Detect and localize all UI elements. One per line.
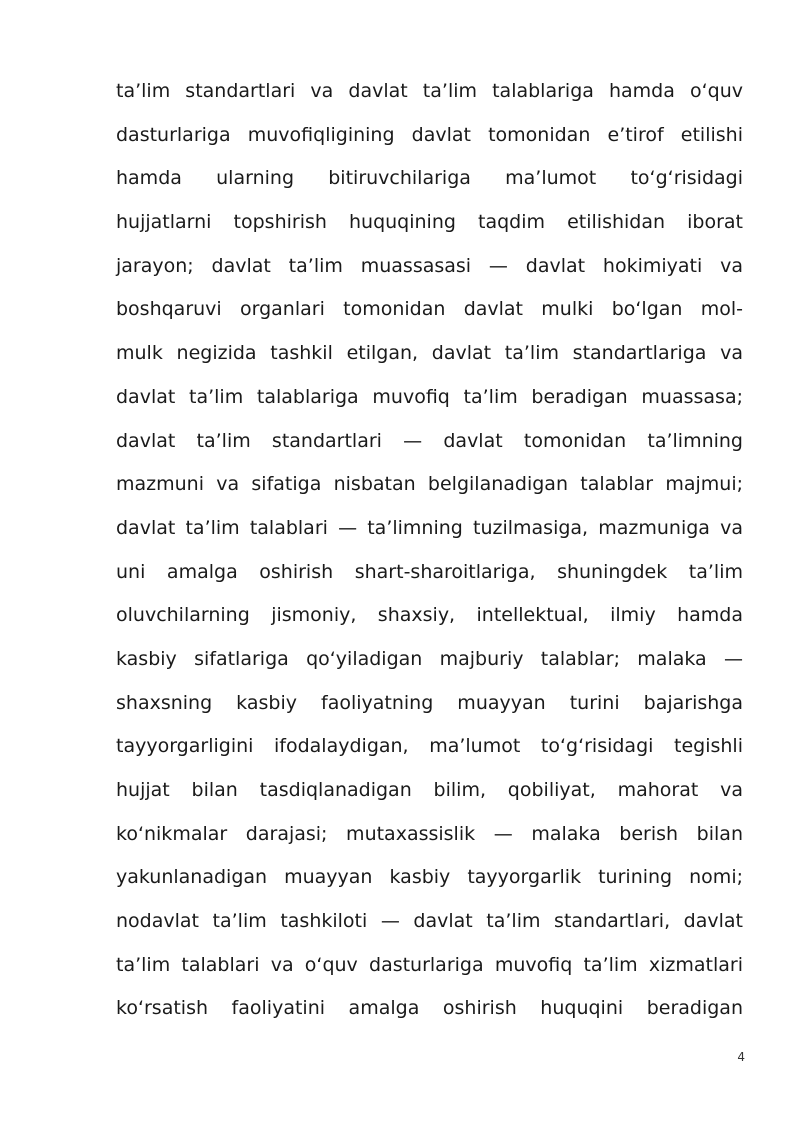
text-line: boshqaruvi organlari tomonidan davlat mulki bo‘lgan mol- [116, 298, 743, 321]
text-line: hujjatlarni topshirish huquqining taqdim etilishidan iborat [116, 211, 743, 234]
text-line: ta’lim talablari va o‘quv dasturlariga muvofiq ta’lim xizmatlari [116, 953, 743, 976]
text-line: ta’lim standartlari va davlat ta’lim talablariga hamda o‘quv [116, 80, 743, 102]
text-line: uni amalga oshirish shart-sharoitlariga, shuningdek ta’lim [116, 560, 743, 583]
text-line: shaxsning kasbiy faoliyatning muayyan turini bajarishga [116, 691, 743, 714]
page-number: 4 [737, 1050, 745, 1064]
text-line: kasbiy sifatlariga qo‘yiladigan majburiy talablar; malaka — [116, 647, 743, 670]
text-line: yakunlanadigan muayyan kasbiy tayyorgarlik turining nomi; [116, 866, 743, 889]
text-line: davlat ta’lim talablari — ta’limning tuzilmasiga, mazmuniga va [116, 516, 743, 539]
text-line: hamda ularning bitiruvchilariga ma’lumot to‘g‘risidagi [116, 167, 743, 190]
text-line: ko‘rsatish faoliyatini amalga oshirish huquqini beradigan [116, 997, 743, 1020]
text-line: tayyorgarligini ifodalaydigan, ma’lumot to‘g‘risidagi tegishli [116, 735, 743, 758]
text-line: ko‘nikmalar darajasi; mutaxassislik — malaka berish bilan [116, 822, 743, 845]
text-line: nodavlat ta’lim tashkiloti — davlat ta’lim standartlari, davlat [116, 910, 743, 933]
text-line: mulk negizida tashkil etilgan, davlat ta’lim standartlariga va [116, 342, 743, 365]
text-line: davlat ta’lim talablariga muvofiq ta’lim beradigan muassasa; [116, 385, 743, 408]
text-line: mazmuni va sifatiga nisbatan belgilanadigan talablar majmui; [116, 473, 743, 496]
text-line: davlat ta’lim standartlari — davlat tomonidan ta’limning [116, 429, 743, 452]
text-line: jarayon; davlat ta’lim muassasasi — davlat hokimiyati va [116, 254, 743, 277]
text-line: hujjat bilan tasdiqlanadigan bilim, qobiliyat, mahorat va [116, 779, 743, 801]
body-text [116, 70, 743, 1031]
text-line: oluvchilarning jismoniy, shaxsiy, intellektual, ilmiy hamda [116, 604, 743, 627]
text-line: dasturlariga muvofiqligining davlat tomonidan e’tirof etilishi [116, 123, 743, 146]
